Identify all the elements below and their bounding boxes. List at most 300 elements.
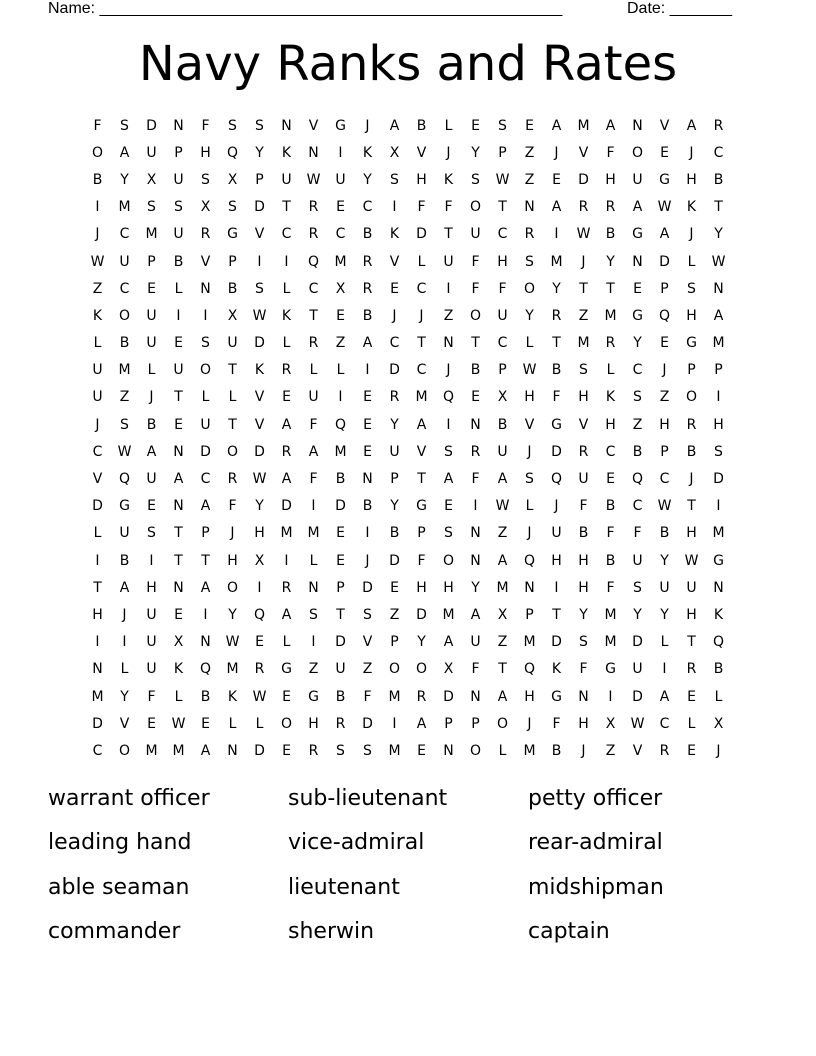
grid-letter: A	[200, 498, 211, 515]
grid-letter: L	[660, 634, 669, 651]
grid-letter: Q	[118, 471, 131, 488]
grid-letter: E	[174, 606, 183, 623]
grid-letter: B	[92, 171, 103, 188]
grid-letter: G	[416, 498, 427, 515]
grid-letter: D	[443, 688, 454, 705]
grid-letter: A	[281, 416, 292, 433]
grid-letter: B	[200, 688, 211, 705]
grid-letter: O	[685, 389, 698, 406]
grid-letter: D	[389, 362, 400, 379]
grid-letter: U	[470, 226, 481, 243]
grid-letter: L	[417, 253, 426, 270]
grid-letter: A	[416, 416, 427, 433]
grid-letter: A	[416, 715, 427, 732]
grid-letter: A	[686, 117, 697, 134]
grid-letter: F	[471, 280, 480, 297]
grid-letter: M	[712, 335, 725, 352]
grid-letter: O	[469, 742, 482, 759]
grid-letter: A	[659, 688, 670, 705]
grid-letter: M	[496, 579, 509, 596]
grid-letter: L	[606, 362, 615, 379]
grid-letter: E	[606, 471, 615, 488]
grid-letter: D	[200, 443, 211, 460]
grid-letter: M	[307, 525, 320, 542]
grid-letter: W	[225, 634, 240, 651]
grid-letter: H	[578, 579, 589, 596]
grid-letter: R	[281, 579, 292, 596]
grid-letter: H	[227, 552, 238, 569]
grid-letter: W	[684, 552, 699, 569]
grid-letter: D	[92, 498, 103, 515]
grid-letter: V	[200, 253, 211, 270]
grid-letter: Q	[307, 253, 320, 270]
grid-letter: L	[147, 362, 156, 379]
grid-letter: S	[120, 416, 129, 433]
grid-letter: B	[335, 471, 346, 488]
grid-letter: I	[284, 253, 289, 270]
date-field: Date: _______	[627, 0, 732, 17]
grid-letter: X	[200, 199, 211, 216]
grid-letter: H	[254, 525, 265, 542]
grid-letter: W	[306, 171, 321, 188]
grid-letter: S	[228, 117, 237, 134]
grid-letter: I	[392, 199, 397, 216]
grid-letter: N	[200, 280, 211, 297]
grid-letter: E	[390, 579, 399, 596]
grid-letter: B	[659, 525, 670, 542]
grid-letter: J	[527, 443, 532, 460]
grid-letter: B	[335, 688, 346, 705]
word-list-item: able seaman	[48, 874, 190, 900]
grid-letter: N	[713, 579, 724, 596]
grid-letter: U	[632, 661, 643, 678]
grid-letter: T	[228, 362, 237, 379]
grid-letter: N	[524, 579, 535, 596]
grid-letter: X	[254, 552, 265, 569]
grid-letter: U	[659, 579, 670, 596]
grid-letter: U	[146, 634, 157, 651]
grid-letter: E	[201, 715, 210, 732]
grid-letter: C	[497, 226, 508, 243]
grid-letter: H	[686, 171, 697, 188]
grid-letter: I	[716, 498, 721, 515]
grid-letter: R	[308, 226, 319, 243]
grid-letter: Z	[497, 525, 508, 542]
grid-letter: Y	[228, 606, 237, 623]
grid-letter: Z	[92, 280, 103, 297]
grid-letter: L	[282, 335, 291, 352]
grid-letter: O	[91, 144, 104, 161]
grid-letter: G	[335, 117, 346, 134]
grid-letter: Z	[578, 307, 589, 324]
grid-letter: P	[498, 144, 507, 161]
grid-letter: B	[416, 117, 427, 134]
grid-letter: D	[335, 634, 346, 651]
grid-letter: Y	[579, 606, 588, 623]
grid-letter: H	[524, 389, 535, 406]
grid-letter: W	[495, 171, 510, 188]
grid-letter: F	[201, 117, 210, 134]
grid-letter: F	[363, 688, 372, 705]
grid-letter: I	[365, 362, 370, 379]
grid-letter: M	[388, 688, 401, 705]
grid-letter: T	[498, 661, 507, 678]
grid-letter: E	[282, 742, 291, 759]
grid-letter: E	[174, 416, 183, 433]
grid-letter: A	[389, 117, 400, 134]
grid-letter: U	[578, 471, 589, 488]
grid-letter: E	[525, 117, 534, 134]
grid-letter: J	[554, 144, 559, 161]
grid-letter: Y	[120, 688, 129, 705]
grid-letter: A	[119, 144, 130, 161]
grid-letter: K	[686, 199, 697, 216]
grid-letter: E	[552, 171, 561, 188]
grid-letter: U	[146, 307, 157, 324]
grid-letter: Y	[120, 171, 129, 188]
grid-letter: D	[632, 634, 643, 651]
worksheet-header	[0, 0, 816, 22]
grid-letter: R	[389, 389, 400, 406]
grid-letter: P	[255, 171, 264, 188]
grid-letter: U	[92, 362, 103, 379]
grid-letter: K	[281, 307, 292, 324]
grid-letter: S	[147, 525, 156, 542]
grid-letter: Z	[632, 416, 643, 433]
grid-letter: T	[444, 226, 453, 243]
grid-letter: T	[282, 199, 291, 216]
grid-letter: G	[686, 335, 697, 352]
grid-letter: L	[93, 335, 102, 352]
grid-letter: T	[309, 307, 318, 324]
grid-letter: I	[203, 606, 208, 623]
grid-letter: C	[119, 226, 130, 243]
grid-letter: S	[579, 362, 588, 379]
grid-letter: V	[254, 389, 265, 406]
grid-letter: N	[173, 117, 184, 134]
grid-letter: B	[605, 226, 616, 243]
grid-letter: E	[471, 117, 480, 134]
grid-letter: U	[146, 335, 157, 352]
grid-letter: U	[173, 226, 184, 243]
grid-letter: Z	[605, 742, 616, 759]
grid-letter: B	[389, 525, 400, 542]
grid-letter: Q	[712, 634, 725, 651]
grid-letter: L	[174, 280, 183, 297]
grid-letter: L	[93, 525, 102, 542]
grid-letter: M	[550, 253, 563, 270]
grid-letter: G	[119, 498, 130, 515]
grid-letter: E	[147, 498, 156, 515]
grid-letter: K	[713, 606, 724, 623]
word-list	[48, 776, 768, 954]
grid-letter: A	[200, 742, 211, 759]
grid-letter: C	[497, 335, 508, 352]
grid-letter: J	[581, 253, 586, 270]
grid-letter: Y	[363, 171, 372, 188]
grid-letter: K	[443, 171, 454, 188]
grid-letter: B	[227, 280, 238, 297]
grid-letter: L	[525, 498, 534, 515]
grid-letter: F	[309, 471, 318, 488]
grid-letter: R	[470, 443, 481, 460]
grid-letter: S	[525, 471, 534, 488]
grid-letter: W	[657, 498, 672, 515]
grid-letter: T	[336, 606, 345, 623]
grid-letter: Y	[606, 253, 615, 270]
grid-letter: C	[92, 742, 103, 759]
grid-letter: G	[227, 226, 238, 243]
grid-letter: Y	[660, 606, 669, 623]
grid-letter: R	[281, 362, 292, 379]
grid-letter: I	[446, 280, 451, 297]
grid-letter: C	[389, 335, 400, 352]
grid-letter: X	[389, 144, 400, 161]
grid-letter: W	[495, 498, 510, 515]
grid-letter: Y	[255, 498, 264, 515]
grid-letter: Z	[659, 389, 670, 406]
grid-letter: Q	[442, 389, 455, 406]
grid-letter: O	[118, 307, 131, 324]
grid-letter: C	[200, 471, 211, 488]
grid-letter: P	[498, 362, 507, 379]
grid-letter: N	[470, 416, 481, 433]
grid-letter: L	[201, 389, 210, 406]
grid-letter: S	[309, 606, 318, 623]
grid-letter: J	[365, 552, 370, 569]
grid-letter: T	[606, 280, 615, 297]
grid-letter: J	[716, 742, 721, 759]
grid-letter: F	[498, 280, 507, 297]
grid-letter: J	[446, 362, 451, 379]
grid-letter: O	[388, 661, 401, 678]
grid-letter: K	[227, 688, 238, 705]
grid-letter: S	[363, 742, 372, 759]
grid-letter: M	[577, 335, 590, 352]
grid-letter: U	[173, 362, 184, 379]
grid-letter: A	[173, 471, 184, 488]
grid-letter: O	[415, 661, 428, 678]
grid-letter: F	[579, 661, 588, 678]
grid-letter: W	[630, 715, 645, 732]
grid-letter: A	[362, 335, 373, 352]
grid-letter: M	[712, 525, 725, 542]
grid-letter: S	[471, 171, 480, 188]
grid-letter: S	[336, 742, 345, 759]
grid-letter: N	[470, 525, 481, 542]
grid-letter: E	[174, 335, 183, 352]
grid-letter: B	[713, 661, 724, 678]
grid-letter: R	[308, 335, 319, 352]
grid-letter: Y	[471, 144, 480, 161]
grid-letter: R	[686, 661, 697, 678]
grid-letter: M	[118, 199, 131, 216]
grid-letter: A	[281, 471, 292, 488]
grid-letter: J	[365, 117, 370, 134]
grid-letter: U	[173, 171, 184, 188]
grid-letter: V	[362, 634, 373, 651]
grid-letter: E	[660, 335, 669, 352]
grid-letter: T	[93, 579, 102, 596]
grid-letter: U	[200, 416, 211, 433]
grid-letter: U	[335, 661, 346, 678]
grid-letter: T	[417, 335, 426, 352]
grid-letter: H	[578, 552, 589, 569]
grid-letter: S	[444, 525, 453, 542]
grid-letter: O	[469, 307, 482, 324]
grid-letter: M	[145, 226, 158, 243]
grid-letter: U	[146, 471, 157, 488]
grid-letter: S	[363, 606, 372, 623]
grid-letter: W	[252, 307, 267, 324]
grid-letter: D	[254, 335, 265, 352]
grid-letter: N	[470, 552, 481, 569]
grid-letter: F	[471, 471, 480, 488]
grid-letter: V	[416, 144, 427, 161]
grid-letter: U	[497, 443, 508, 460]
grid-letter: M	[415, 389, 428, 406]
grid-letter: M	[604, 606, 617, 623]
grid-letter: H	[200, 144, 211, 161]
grid-letter: Q	[253, 606, 266, 623]
grid-letter: W	[171, 715, 186, 732]
grid-letter: Y	[633, 335, 642, 352]
grid-letter: R	[713, 117, 724, 134]
grid-letter: E	[147, 280, 156, 297]
grid-letter: M	[334, 443, 347, 460]
grid-letter: M	[118, 362, 131, 379]
grid-letter: T	[174, 525, 183, 542]
grid-letter: C	[632, 362, 643, 379]
grid-letter: J	[95, 416, 100, 433]
grid-letter: Y	[660, 552, 669, 569]
grid-letter: A	[470, 606, 481, 623]
grid-letter: A	[200, 579, 211, 596]
grid-letter: J	[662, 362, 667, 379]
grid-letter: R	[659, 742, 670, 759]
grid-letter: U	[497, 307, 508, 324]
grid-letter: G	[281, 661, 292, 678]
grid-letter: U	[686, 579, 697, 596]
grid-letter: M	[145, 742, 158, 759]
grid-letter: U	[146, 661, 157, 678]
grid-letter: U	[146, 144, 157, 161]
grid-letter: A	[632, 199, 643, 216]
grid-letter: U	[119, 525, 130, 542]
grid-letter: K	[281, 144, 292, 161]
grid-letter: R	[416, 688, 427, 705]
grid-letter: H	[713, 416, 724, 433]
grid-letter: Z	[443, 307, 454, 324]
grid-letter: F	[417, 199, 426, 216]
grid-letter: H	[416, 171, 427, 188]
grid-letter: E	[363, 416, 372, 433]
grid-letter: I	[311, 498, 316, 515]
grid-letter: W	[90, 253, 105, 270]
grid-letter: N	[173, 498, 184, 515]
word-list-item: sub-lieutenant	[288, 785, 448, 811]
grid-letter: Z	[335, 335, 346, 352]
grid-letter: N	[308, 144, 319, 161]
grid-letter: J	[689, 471, 694, 488]
grid-letter: Y	[417, 634, 426, 651]
grid-letter: L	[687, 715, 696, 732]
grid-letter: Y	[714, 226, 723, 243]
grid-letter: B	[713, 171, 724, 188]
grid-letter: Q	[550, 471, 563, 488]
word-list-item: vice-admiral	[288, 830, 425, 856]
grid-letter: B	[605, 552, 616, 569]
grid-letter: P	[444, 715, 453, 732]
grid-letter: I	[284, 552, 289, 569]
grid-letter: R	[551, 307, 562, 324]
grid-letter: P	[417, 525, 426, 542]
grid-letter: U	[119, 253, 130, 270]
grid-letter: D	[254, 742, 265, 759]
grid-letter: F	[228, 498, 237, 515]
grid-letter: Y	[633, 606, 642, 623]
grid-letter: O	[226, 579, 239, 596]
grid-letter: Z	[362, 661, 373, 678]
word-list-item: warrant officer	[48, 785, 210, 811]
grid-letter: I	[95, 634, 100, 651]
grid-letter: A	[497, 688, 508, 705]
grid-letter: O	[469, 199, 482, 216]
grid-letter: O	[496, 715, 509, 732]
grid-letter: H	[92, 606, 103, 623]
grid-letter: T	[174, 389, 183, 406]
grid-letter: E	[390, 280, 399, 297]
grid-letter: K	[173, 661, 184, 678]
grid-letter: H	[146, 579, 157, 596]
grid-letter: V	[389, 253, 400, 270]
grid-letter: M	[577, 117, 590, 134]
grid-letter: H	[605, 416, 616, 433]
grid-letter: E	[687, 742, 696, 759]
grid-letter: M	[280, 525, 293, 542]
grid-letter: H	[686, 606, 697, 623]
grid-letter: H	[605, 171, 616, 188]
grid-letter: I	[95, 199, 100, 216]
grid-letter: E	[417, 742, 426, 759]
grid-letter: E	[147, 715, 156, 732]
grid-letter: E	[687, 688, 696, 705]
grid-letter: K	[605, 389, 616, 406]
grid-letter: A	[281, 606, 292, 623]
grid-letter: E	[282, 389, 291, 406]
grid-letter: I	[365, 525, 370, 542]
grid-letter: D	[551, 443, 562, 460]
grid-letter: W	[252, 688, 267, 705]
grid-letter: H	[578, 389, 589, 406]
grid-letter: E	[336, 307, 345, 324]
grid-letter: R	[362, 280, 373, 297]
grid-letter: B	[551, 362, 562, 379]
grid-letter: Y	[255, 144, 264, 161]
grid-letter: E	[336, 199, 345, 216]
grid-letter: V	[578, 144, 589, 161]
grid-letter: S	[687, 280, 696, 297]
grid-letter: J	[419, 307, 424, 324]
grid-letter: B	[605, 498, 616, 515]
grid-letter: J	[527, 715, 532, 732]
grid-letter: L	[174, 688, 183, 705]
grid-letter: L	[444, 117, 453, 134]
grid-letter: P	[390, 634, 399, 651]
grid-letter: F	[579, 498, 588, 515]
grid-letter: V	[578, 416, 589, 433]
grid-letter: J	[149, 389, 154, 406]
